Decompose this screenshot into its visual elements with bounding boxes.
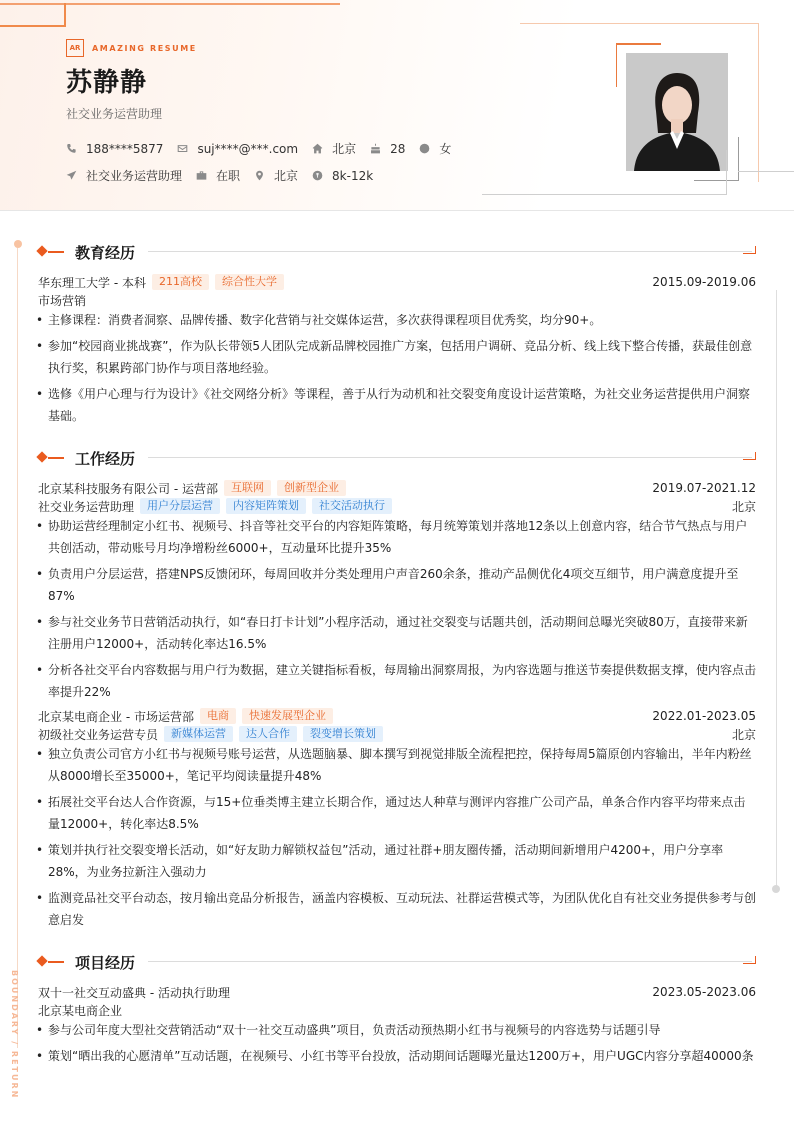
location-item	[312, 140, 356, 157]
period: 2019.07-2021.12	[652, 481, 756, 495]
send-icon	[66, 170, 77, 181]
job-entry	[38, 707, 756, 725]
tag: 综合性大学	[215, 274, 284, 290]
tag: 创新型企业	[277, 480, 346, 496]
salary-item	[312, 169, 373, 183]
job-entry	[38, 479, 756, 497]
company-name: 北京某电商企业 - 市场运营部	[38, 709, 194, 724]
job-city: 北京	[731, 727, 756, 742]
location-text: 北京	[332, 142, 357, 156]
intent-role-item	[66, 167, 182, 184]
list-item: • 参与公司年度大型社交营销活动“双十一社交互动盛典”项目，负责活动预热期小红书与视频号的内容选势与话题引导	[38, 1019, 756, 1041]
age-item	[370, 142, 405, 156]
email-text: suj****@***.com	[197, 141, 299, 156]
list-item: • 独立负责公司官方小红书与视频号账号运营，从选题脑暴、脚本撰写到视觉排版全流程把控，保持每周5篇原创内容输出，半年内粉丝从8000增长至35000+，笔记平均阅读量提升48%	[38, 743, 756, 787]
home-icon	[312, 143, 323, 154]
period: 2015.09-2019.06	[652, 275, 756, 289]
company-name: 北京某科技服务有限公司 - 运营部	[38, 481, 218, 496]
project-org-row	[38, 1001, 756, 1019]
decor-dot-right	[772, 885, 780, 893]
section-education-header	[38, 242, 756, 262]
diamond-icon	[36, 245, 47, 256]
decor-photo-line	[482, 194, 726, 195]
decor-corner	[0, 3, 66, 27]
phone-item	[66, 142, 163, 156]
job-role-row	[38, 725, 756, 743]
decor-photo-line	[726, 150, 727, 195]
salary-text: 8k-12k	[332, 168, 374, 183]
tag: 电商	[200, 708, 236, 724]
education-major-row	[38, 291, 756, 309]
divider	[148, 961, 752, 962]
decor-vertical-line-right	[776, 290, 777, 890]
brand-text: AMAZING RESUME	[92, 43, 197, 53]
gender-item	[419, 140, 451, 157]
money-icon	[312, 170, 323, 181]
section-work-header	[38, 448, 756, 468]
candidate-title: 社交业务运营助理	[66, 107, 163, 121]
status-item	[196, 167, 240, 184]
job-bullets	[38, 743, 756, 935]
project-bullets	[38, 1019, 756, 1071]
intent-city-text: 北京	[274, 169, 299, 183]
decor-corner	[743, 956, 756, 964]
project-name: 双十一社交互动盛典 - 活动执行助理	[38, 985, 230, 1000]
list-item: • 策划并执行社交裂变增长活动，如“好友助力解锁权益包”活动，通过社群+朋友圈传播，活动期间新增用户4200+，用户分享率28%，为业务拉新注入强动力	[38, 839, 756, 883]
tag: 快速发展型企业	[242, 708, 333, 724]
intent-role-text: 社交业务运营助理	[86, 169, 183, 183]
job-bullets	[38, 515, 756, 707]
decor-corner	[743, 452, 756, 460]
candidate-name: 苏静静	[66, 68, 148, 98]
decor-corner	[743, 246, 756, 254]
divider	[148, 251, 752, 252]
list-item: • 选修《用户心理与行为设计》《社交网络分析》等课程，善于从行为动机和社交裂变角度设计运营策略，为社交业务运营提供用户洞察基础。	[38, 383, 756, 427]
list-item: • 负责用户分层运营，搭建NPS反馈闭环，每周回收并分类处理用户声音260余条，推动产品侧优化4项交互细节，用户满意度提升至87%	[38, 563, 756, 607]
list-item: • 策划“晒出我的心愿清单”互动话题，在视频号、小红书等平台投放，活动期间话题曝光量达1200万+，用户UGC内容分享超40000条	[38, 1045, 756, 1067]
status-text: 在职	[216, 169, 241, 183]
education-entry	[38, 273, 756, 291]
role-name: 初级社交业务运营专员	[38, 727, 159, 742]
decor-dash	[48, 251, 64, 253]
tag: 互联网	[224, 480, 271, 496]
project-org: 北京某电商企业	[38, 1003, 123, 1018]
tag: 内容矩阵策划	[226, 498, 306, 514]
gender-text: 女	[439, 142, 452, 156]
tag: 用户分层运营	[140, 498, 220, 514]
decor-vertical-line	[17, 248, 18, 1048]
decor-photo-line	[738, 171, 794, 172]
list-item: • 拓展社交平台达人合作资源，与15+位垂类博主建立长期合作，通过达人种草与测评内容推广公司产品，单条合作内容平均带来点击量12000+，转化率达8.5%	[38, 791, 756, 835]
gender-icon	[419, 143, 430, 154]
project-entry	[38, 983, 756, 1001]
list-item: • 主修课程：消费者洞察、品牌传播、数字化营销与社交媒体运营，多次获得课程项目优秀奖，均分90+。	[38, 309, 756, 331]
cake-icon	[370, 143, 381, 154]
phone-text: 188****5877	[86, 141, 164, 156]
education-bullets	[38, 309, 756, 431]
brand-mark: AR	[66, 39, 84, 57]
list-item: • 监测竞品社交平台动态，按月输出竞品分析报告，涵盖内容模板、互动玩法、社群运营模式等，为团队优化自有社交业务提供参考与创意启发	[38, 887, 756, 931]
decor-dash	[48, 961, 64, 963]
major: 市场营销	[38, 293, 87, 308]
job-city: 北京	[731, 499, 756, 514]
section-title: 教育经历	[75, 244, 136, 262]
list-item: • 参与社交业务节日营销活动执行，如“春日打卡计划”小程序活动，通过社交裂变与话题共创，活动期间总曝光突破80万，直接带来新注册用户12000+，活动转化率达16.5%	[38, 611, 756, 655]
section-projects-header	[38, 952, 756, 972]
list-item: • 分析各社交平台内容数据与用户行为数据，建立关键指标看板，每周输出洞察周报，为内容选题与推送节奏提供数据支撑，使内容点击率提升22%	[38, 659, 756, 703]
school-name: 华东理工大学 - 本科	[38, 275, 146, 290]
section-title: 工作经历	[75, 450, 136, 468]
email-item	[177, 142, 298, 156]
briefcase-icon	[196, 170, 207, 181]
diamond-icon	[36, 451, 47, 462]
side-vertical-text: BOUNDARY / RETURN	[10, 970, 19, 1100]
decor-photo-lines	[694, 137, 739, 181]
phone-icon	[66, 143, 77, 154]
diamond-icon	[36, 955, 47, 966]
list-item: • 协助运营经理制定小红书、视频号、抖音等社交平台的内容矩阵策略，每月统筹策划并落地12条以上创意内容，结合节气热点与用户共创活动，带动账号月均净增粉丝6000+，互动量环比提升35%	[38, 515, 756, 559]
period: 2023.05-2023.06	[652, 985, 756, 999]
mail-icon	[177, 143, 188, 154]
period: 2022.01-2023.05	[652, 709, 756, 723]
list-item: • 参加“校园商业挑战赛”，作为队长带领5人团队完成新品牌校园推广方案，包括用户调研、竞品分析、线上线下整合传播，获最佳创意执行奖，积累跨部门协作与项目落地经验。	[38, 335, 756, 379]
tag: 211高校	[152, 274, 209, 290]
tag: 社交活动执行	[312, 498, 392, 514]
decor-dot	[14, 240, 22, 248]
section-title: 项目经历	[75, 954, 136, 972]
job-role-row	[38, 497, 756, 515]
intent-row	[66, 167, 387, 184]
divider	[148, 457, 752, 458]
decor-dash	[48, 457, 64, 459]
intent-city-item	[254, 167, 298, 184]
tag: 达人合作	[239, 726, 297, 742]
brand	[66, 39, 197, 57]
age-text: 28	[390, 141, 406, 156]
role-name: 社交业务运营助理	[38, 499, 135, 514]
tag: 裂变增长策划	[303, 726, 383, 742]
tag: 新媒体运营	[164, 726, 233, 742]
pin-icon	[254, 170, 265, 181]
resume-header	[0, 0, 794, 211]
contact-row	[66, 140, 465, 157]
